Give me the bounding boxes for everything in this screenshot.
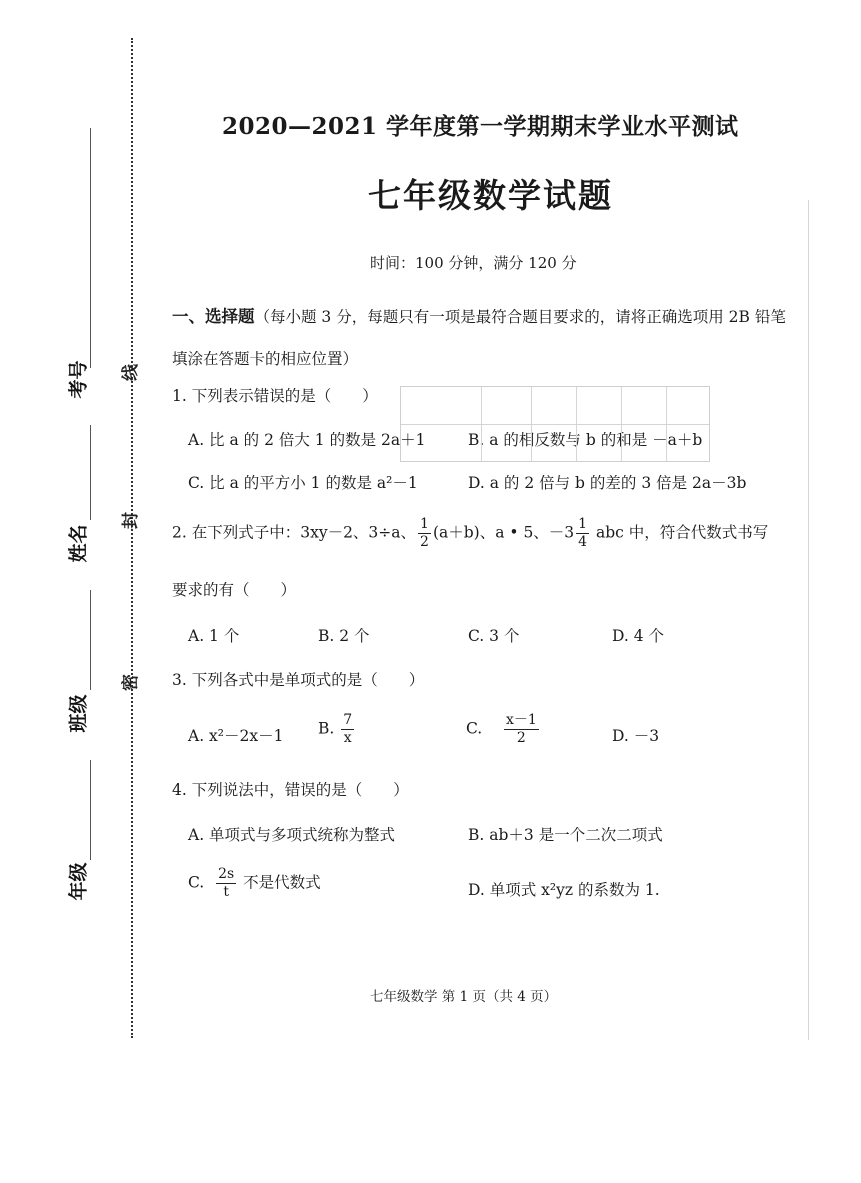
field-line-exam-number [90, 128, 91, 368]
question-3-option-b [318, 712, 356, 747]
option-letter: C. [466, 719, 483, 738]
option-suffix: 不是代数式 [238, 873, 321, 892]
section-instructions: （每小题 3 分，每题只有一项是最符合题目要求的，请将正确选项用 2B 铅笔填涂在答题卡的相应位置） [172, 308, 786, 368]
question-2-stem-part-b: (a＋b)、a • 5、－3 [432, 523, 575, 542]
field-line-class [90, 590, 91, 690]
question-2-stem-part-c: abc 中，符合代数式书写 [591, 523, 769, 542]
field-line-name [90, 425, 91, 520]
question-2-option-d: D. 4 个 [612, 627, 665, 645]
fraction-denominator: 2 [420, 534, 429, 550]
question-2-option-c: C. 3 个 [468, 627, 520, 645]
field-label-exam-number: 考号 [67, 360, 90, 399]
question-1-option-d: D. a 的 2 倍与 b 的差的 3 倍是 2a－3b [468, 474, 747, 492]
question-2-stem-part-a: 2. 在下列式子中：3xy－2、3÷a、 [172, 523, 417, 542]
fraction-denominator: x [343, 730, 352, 746]
ghost-table-rule [666, 387, 667, 461]
field-label-name: 姓名 [67, 524, 90, 563]
fraction-numerator: 7 [343, 712, 353, 728]
question-2-option-b: B. 2 个 [318, 627, 370, 645]
question-2-fraction-quarter [576, 516, 589, 551]
field-label-class: 班级 [67, 694, 90, 733]
page-edge-line [808, 200, 809, 1040]
field-label-grade: 年级 [67, 862, 90, 901]
question-4-option-c [188, 866, 321, 901]
page-footer: 七年级数学 第 1 页（共 4 页） [370, 989, 558, 1005]
question-4-option-b: B. ab＋3 是一个二次二项式 [468, 826, 663, 844]
question-1-stem: 1. 下列表示错误的是（ ） [172, 387, 378, 405]
option-letter: B. [318, 719, 335, 738]
field-line-grade [90, 760, 91, 860]
seal-mark-secret: 密 [121, 674, 141, 691]
question-1-option-a: A. 比 a 的 2 倍大 1 的数是 2a＋1 [188, 431, 426, 449]
question-3-fraction-c [504, 712, 539, 747]
ghost-table-rule [401, 424, 709, 425]
fraction-numerator: 2s [218, 866, 235, 882]
question-3-stem: 3. 下列各式中是单项式的是（ ） [172, 671, 425, 689]
question-4-fraction-c [216, 866, 236, 901]
fraction-denominator: 4 [578, 534, 588, 550]
exam-subtitle: 七年级数学试题 [368, 176, 613, 215]
question-2-stem-continued: 要求的有（ ） [172, 581, 297, 599]
ghost-table-rule [531, 387, 532, 461]
question-1-option-b: B. a 的相反数与 b 的和是 －a＋b [468, 431, 703, 449]
question-4-stem: 4. 下列说法中，错误的是（ ） [172, 781, 409, 799]
question-2-option-a: A. 1 个 [188, 627, 240, 645]
question-3-option-a: A. x²－2x－1 [188, 727, 284, 745]
ghost-table-rule [621, 387, 622, 461]
ghost-table-rule [481, 387, 482, 461]
fraction-denominator: 2 [516, 730, 526, 746]
question-3-option-d: D. －3 [612, 727, 660, 745]
question-4-option-d: D. 单项式 x²yz 的系数为 1. [468, 881, 660, 899]
question-3-fraction-b [341, 712, 354, 747]
fraction-numerator: 1 [578, 516, 588, 532]
fraction-numerator: 1 [420, 516, 429, 532]
ghost-table-rule [576, 387, 577, 461]
fraction-denominator: t [223, 884, 229, 900]
question-3-option-c [466, 712, 541, 747]
time-info: 时间：100 分钟，满分 120 分 [370, 254, 577, 272]
exam-title: 2020—2021 学年度第一学期期末学业水平测试 [222, 113, 739, 140]
question-4-option-a: A. 单项式与多项式统称为整式 [188, 826, 396, 844]
question-2-stem [172, 516, 768, 551]
seal-mark-seal: 封 [121, 512, 141, 529]
section-title: 一、选择题 [172, 307, 255, 326]
fraction-numerator: x－1 [505, 712, 537, 728]
binding-dotted-line [131, 38, 133, 1038]
question-2-fraction-half [418, 516, 431, 551]
show-through-table-ghost [400, 386, 710, 462]
question-1-option-c: C. 比 a 的平方小 1 的数是 a²－1 [188, 474, 418, 492]
option-letter: C. [188, 873, 205, 892]
seal-mark-line: 线 [121, 364, 141, 381]
section-heading [172, 296, 792, 380]
